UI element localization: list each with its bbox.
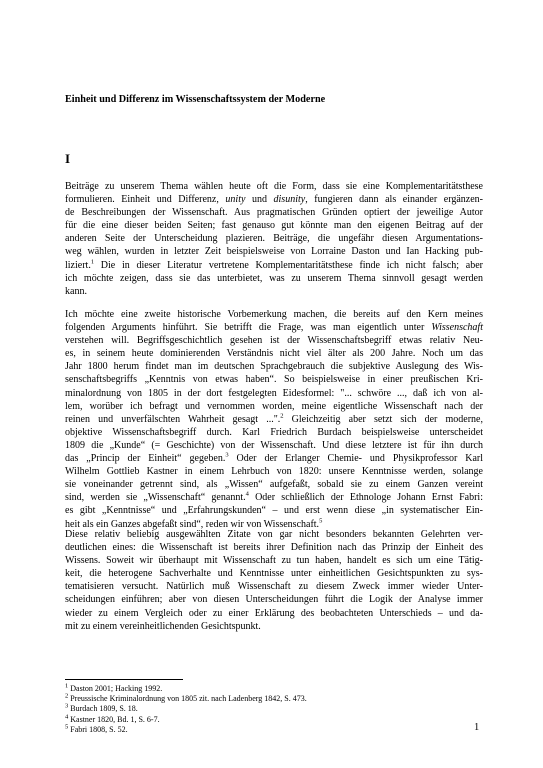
text-line: keit, die heterogene Sachverhalte und Kenntnisse unter einheitlichen Gesichtspunkten zu sys-	[65, 568, 483, 580]
text-line: für die eine dieser beiden Seiten; fast genauso gut könnte man den eigenen Beitrag auf der	[65, 220, 483, 232]
text-line: sind, werden sie „Wissenschaft“ genannt.$^4$ Oder schließlich der Ethnologe Johann Ernst Fabri:	[65, 490, 483, 504]
text-line: heit als ein Ganzes abgefaßt sind“, reden wir von Wissenschaft.$^5$	[65, 517, 323, 530]
document-title: Einheit und Differenz im Wissenschaftssystem der Moderne	[65, 94, 326, 105]
text-line: tematisieren versucht. Natürlich muß Wissenschaft zu diesem Zweck immer wieder Unter-	[65, 581, 483, 593]
section-heading: I	[65, 151, 71, 166]
text-line: deutlichen eines: die Wissenschaft ist bereits ihrer Definition nach das Prinzip der Einheit des	[65, 542, 483, 554]
footnote-ref: 3	[225, 451, 229, 459]
footnotes	[65, 684, 307, 735]
text-line: anderen Seite der Unterscheidung plazieren. Beiträge, die ungefähr diesen Argumentations-	[65, 233, 483, 245]
footnote: $^3$ Burdach 1809, S. 18.	[65, 702, 138, 714]
paragraph-1	[65, 180, 483, 298]
text-line: weg wählen, wurden in letzter Zeit beispielsweise von Lorraine Daston und Ian Hacking pub-	[65, 246, 483, 258]
footnote-ref: 2	[280, 412, 284, 420]
footnote-divider	[65, 679, 183, 680]
text-line: senschaftsbegriffs „Kenntnis von etwas haben“. So beispielsweise in einer preußischen Kri-	[65, 374, 483, 386]
footnote: $^5$ Fabri 1808, S. 52.	[65, 723, 128, 734]
text-line: Wilhelm Gottlieb Kastner in einem Lehrbuch von 1820: unsere Kenntnisse werden, solange	[65, 466, 483, 478]
text-line: verstehen will. Begriffsgeschichtlich gesehen ist der Wissenschaftsbegriff etwas relativ Neu-	[65, 335, 483, 347]
text-line: Diese relativ beliebig ausgewählten Zitate von gar nicht besonders bekannten Gelehrten ver-	[65, 529, 483, 540]
text-line: reinen und unverfälschten Wahrheit gesagt ...".$^2$ Gleichzeitig aber setzt sich der moderne,	[65, 412, 483, 425]
text-line: das „Princip der Einheit“ gegeben.$^3$ Oder der Erlanger Chemie- und Physikprofessor Karl	[65, 451, 483, 465]
text-line: de Beschreibungen der Wissenschaft. Aus pragmatischen Gründen optiert der jeweilige Autor	[65, 207, 483, 219]
text-line: liziert.$^1$ Die in dieser Literatur vertretene Komplementaritätsthese finde ich nicht falsch; aber	[65, 258, 483, 271]
footnote: $^1$ Daston 2001; Hacking 1992.	[65, 682, 163, 693]
text-line: Wissens. Soweit wir überhaupt mit Wissenschaft zu tun haben, handelt es sich um eine Tätig-	[65, 555, 483, 567]
footnote-ref: 4	[245, 490, 249, 498]
text-line: folgenden Arguments hinführt. Sie betrifft die Frage, was man eigentlich unter Wissenschaft	[65, 322, 483, 334]
text-line: es, in seinem heute dominierenden Verständnis nicht viel älter als 200 Jahre. Noch um das	[65, 348, 483, 360]
text-line: 1809 die „Kunde“ (= Geschichte) von der Wissenschaft. Und diese letztere ist für ihn durch	[65, 439, 483, 451]
footnote: $^4$ Kastner 1820, Bd. 1, S. 6-7.	[65, 712, 160, 724]
footnote-ref: 1	[90, 258, 95, 266]
page-number: 1	[474, 722, 480, 733]
paragraph-2	[65, 308, 483, 531]
text-line: Jahr 1800 herum findet man im deutschen Sprachgebrauch die subjektive Auslegung des Wis-	[65, 361, 483, 373]
footnote-ref: 5	[319, 517, 323, 525]
text-line: kann.	[65, 285, 87, 297]
text-line: lem, worüber ich befragt und vernommen worden, meine eigentliche Wissenschaft nach der	[65, 400, 483, 412]
text-line: Ich möchte eine zweite historische Vorbemerkung machen, die bereits auf den Kern meines	[65, 309, 483, 320]
text-line: es gibt „Kenntnisse“ und „Erfahrungskunden“ – und erst wenn diese „in systematischer Ein-	[65, 505, 483, 517]
text-line: wieder zu einem Vergleich oder zu einer Erklärung des beobachteten Unterschieds – und da-	[65, 607, 483, 619]
text-line: Beiträge zu unserem Thema wählen heute oft die Form, dass sie eine Komplementaritätsthese	[65, 181, 483, 192]
footnote: $^2$ Preussische Kriminalordnung von 1805 zit. nach Ladenberg 1842, S. 473.	[65, 692, 307, 704]
text-line: minalordnung von 1805 in der dort festgelegten Eidesformel: "... schwöre ..., daß ich von al-	[65, 387, 483, 399]
text-line: sie voneinander getrennt sind, als „Wissen“ aufgefaßt, sobald sie zu einem Ganzen vereint	[65, 479, 483, 491]
text-line: mit zu einem vereinheitlichenden Gesichtspunkt.	[65, 620, 261, 632]
text-line: scheidungen einführen; aber von diesen Unterscheidungen führt die Logik der Analyse immer	[65, 594, 483, 606]
text-line: objektive Wissenschaftsbegriff durch. Karl Friedrich Burdach beispielsweise unterscheidet	[65, 426, 483, 438]
text-line: ich möchte zeigen, dass sie das unterbietet, was zu unserem Thema sinnvoll gesagt werden	[65, 272, 483, 284]
text-line: formulieren. Einheit und Differenz, unity und disunity, fungieren dann als einander ergänzen-	[65, 194, 483, 206]
paragraph-3	[65, 528, 483, 633]
